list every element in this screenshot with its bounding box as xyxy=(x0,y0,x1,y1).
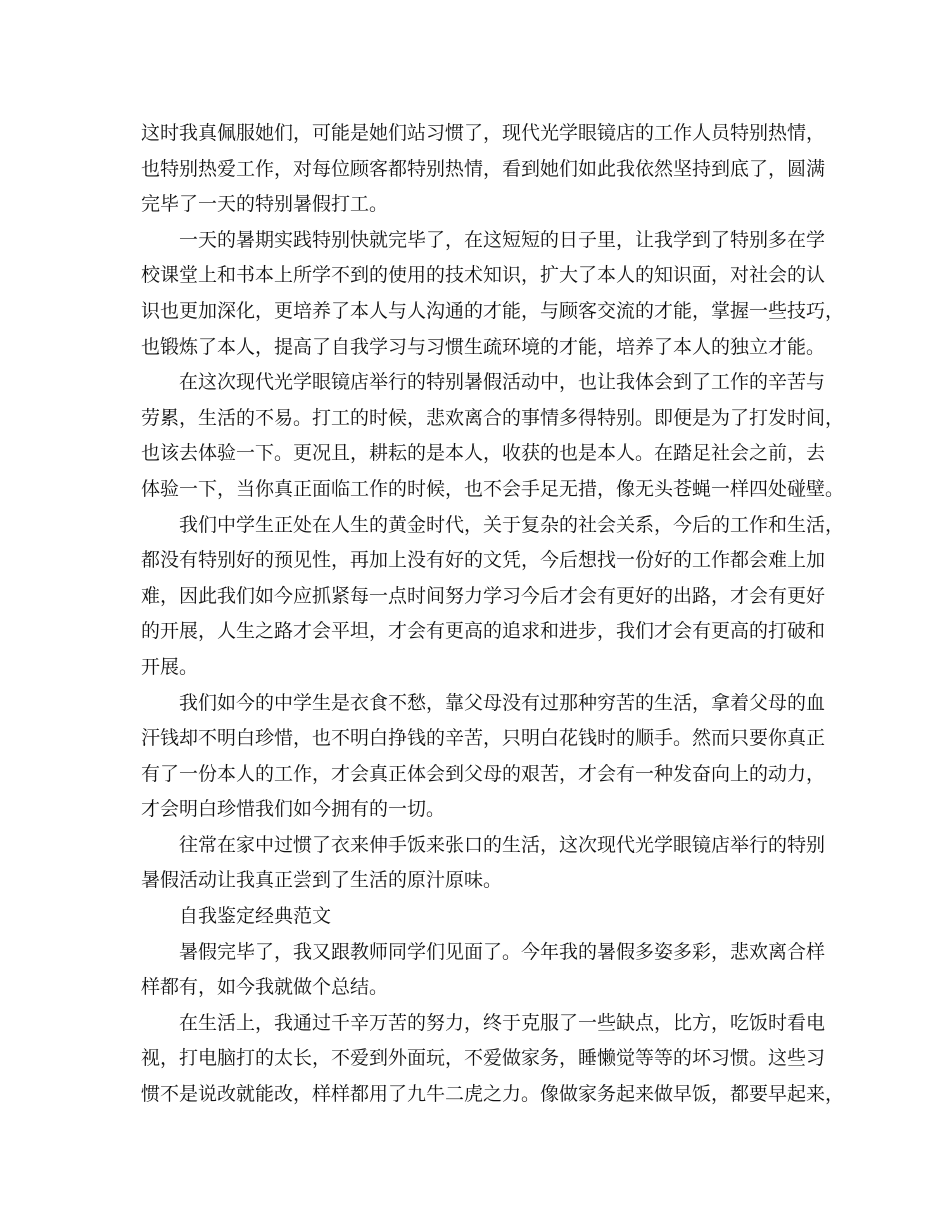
text-line: 一天的暑期实践特别快就完毕了，在这短短的日子里，让我学到了特别多在学 xyxy=(179,228,826,251)
text-line: 往常在家中过惯了衣来伸手饭来张口的生活，这次现代光学眼镜店举行的特别 xyxy=(179,833,826,856)
text-line: 自我鉴定经典范文 xyxy=(179,905,332,928)
text-line: 在生活上，我通过千辛万苦的努力，终于克服了一些缺点，比方，吃饭时看电 xyxy=(179,1011,826,1034)
text-line: 这时我真佩服她们，可能是她们站习惯了，现代光学眼镜店的工作人员特别热情， xyxy=(141,122,826,144)
text-line: 劳累，生活的不易。打工的时候，悲欢离合的事情多得特别。即便是为了打发时间， xyxy=(141,406,845,429)
text-line: 都没有特别好的预见性，再加上没有好的文凭，今后想找一份好的工作都会难上加 xyxy=(141,549,826,572)
text-line: 暑假活动让我真正尝到了生活的原汁原味。 xyxy=(141,869,503,892)
text-line: 汗钱却不明白珍惜，也不明白挣钱的辛苦，只明白花钱时的顺手。然而只要你真正 xyxy=(141,727,826,750)
text-line: 体验一下，当你真正面临工作的时候，也不会手足无措，像无头苍蝇一样四处碰壁。 xyxy=(141,477,845,500)
text-line: 也该去体验一下。更况且，耕耘的是本人，收获的也是本人。在踏足社会之前，去 xyxy=(141,442,826,465)
text-line: 校课堂上和书本上所学不到的使用的技术知识，扩大了本人的知识面，对社会的认 xyxy=(141,264,826,287)
text-line: 识也更加深化，更培养了本人与人沟通的才能，与顾客交流的才能，掌握一些技巧， xyxy=(141,299,845,322)
text-line: 才会明白珍惜我们如今拥有的一切。 xyxy=(141,798,446,821)
text-line: 开展。 xyxy=(141,655,199,678)
document-body xyxy=(141,116,845,1113)
text-line: 我们如今的中学生是衣食不愁，靠父母没有过那种穷苦的生活，拿着父母的血 xyxy=(179,691,826,714)
text-line: 暑假完毕了，我又跟教师同学们见面了。今年我的暑假多姿多彩，悲欢离合样 xyxy=(179,940,826,963)
text-line: 也锻炼了本人，提高了自我学习与习惯生疏环境的才能，培养了本人的独立才能。 xyxy=(141,335,826,358)
text-line: 难，因此我们如今应抓紧每一点时间努力学习今后才会有更好的出路，才会有更好 xyxy=(141,584,826,607)
text-line: 视，打电脑打的太长，不爱到外面玩，不爱做家务，睡懒觉等等的坏习惯。这些习 xyxy=(141,1047,826,1070)
text-line: 我们中学生正处在人生的黄金时代，关于复杂的社会关系，今后的工作和生活， xyxy=(179,513,845,536)
text-line: 样都有，如今我就做个总结。 xyxy=(141,976,389,999)
text-line: 惯不是说改就能改，样样都用了九牛二虎之力。像做家务起来做早饭，都要早起来， xyxy=(141,1083,845,1106)
text-line: 的开展，人生之路才会平坦，才会有更高的追求和进步，我们才会有更高的打破和 xyxy=(141,620,826,643)
text-line: 在这次现代光学眼镜店举行的特别暑假活动中，也让我体会到了工作的辛苦与 xyxy=(179,371,826,394)
text-line: 也特别热爱工作，对每位顾客都特别热情，看到她们如此我依然坚持到底了，圆满 xyxy=(141,157,826,180)
text-line: 有了一份本人的工作，才会真正体会到父母的艰苦，才会有一种发奋向上的动力， xyxy=(141,762,826,785)
text-line: 完毕了一天的特别暑假打工。 xyxy=(141,193,389,216)
